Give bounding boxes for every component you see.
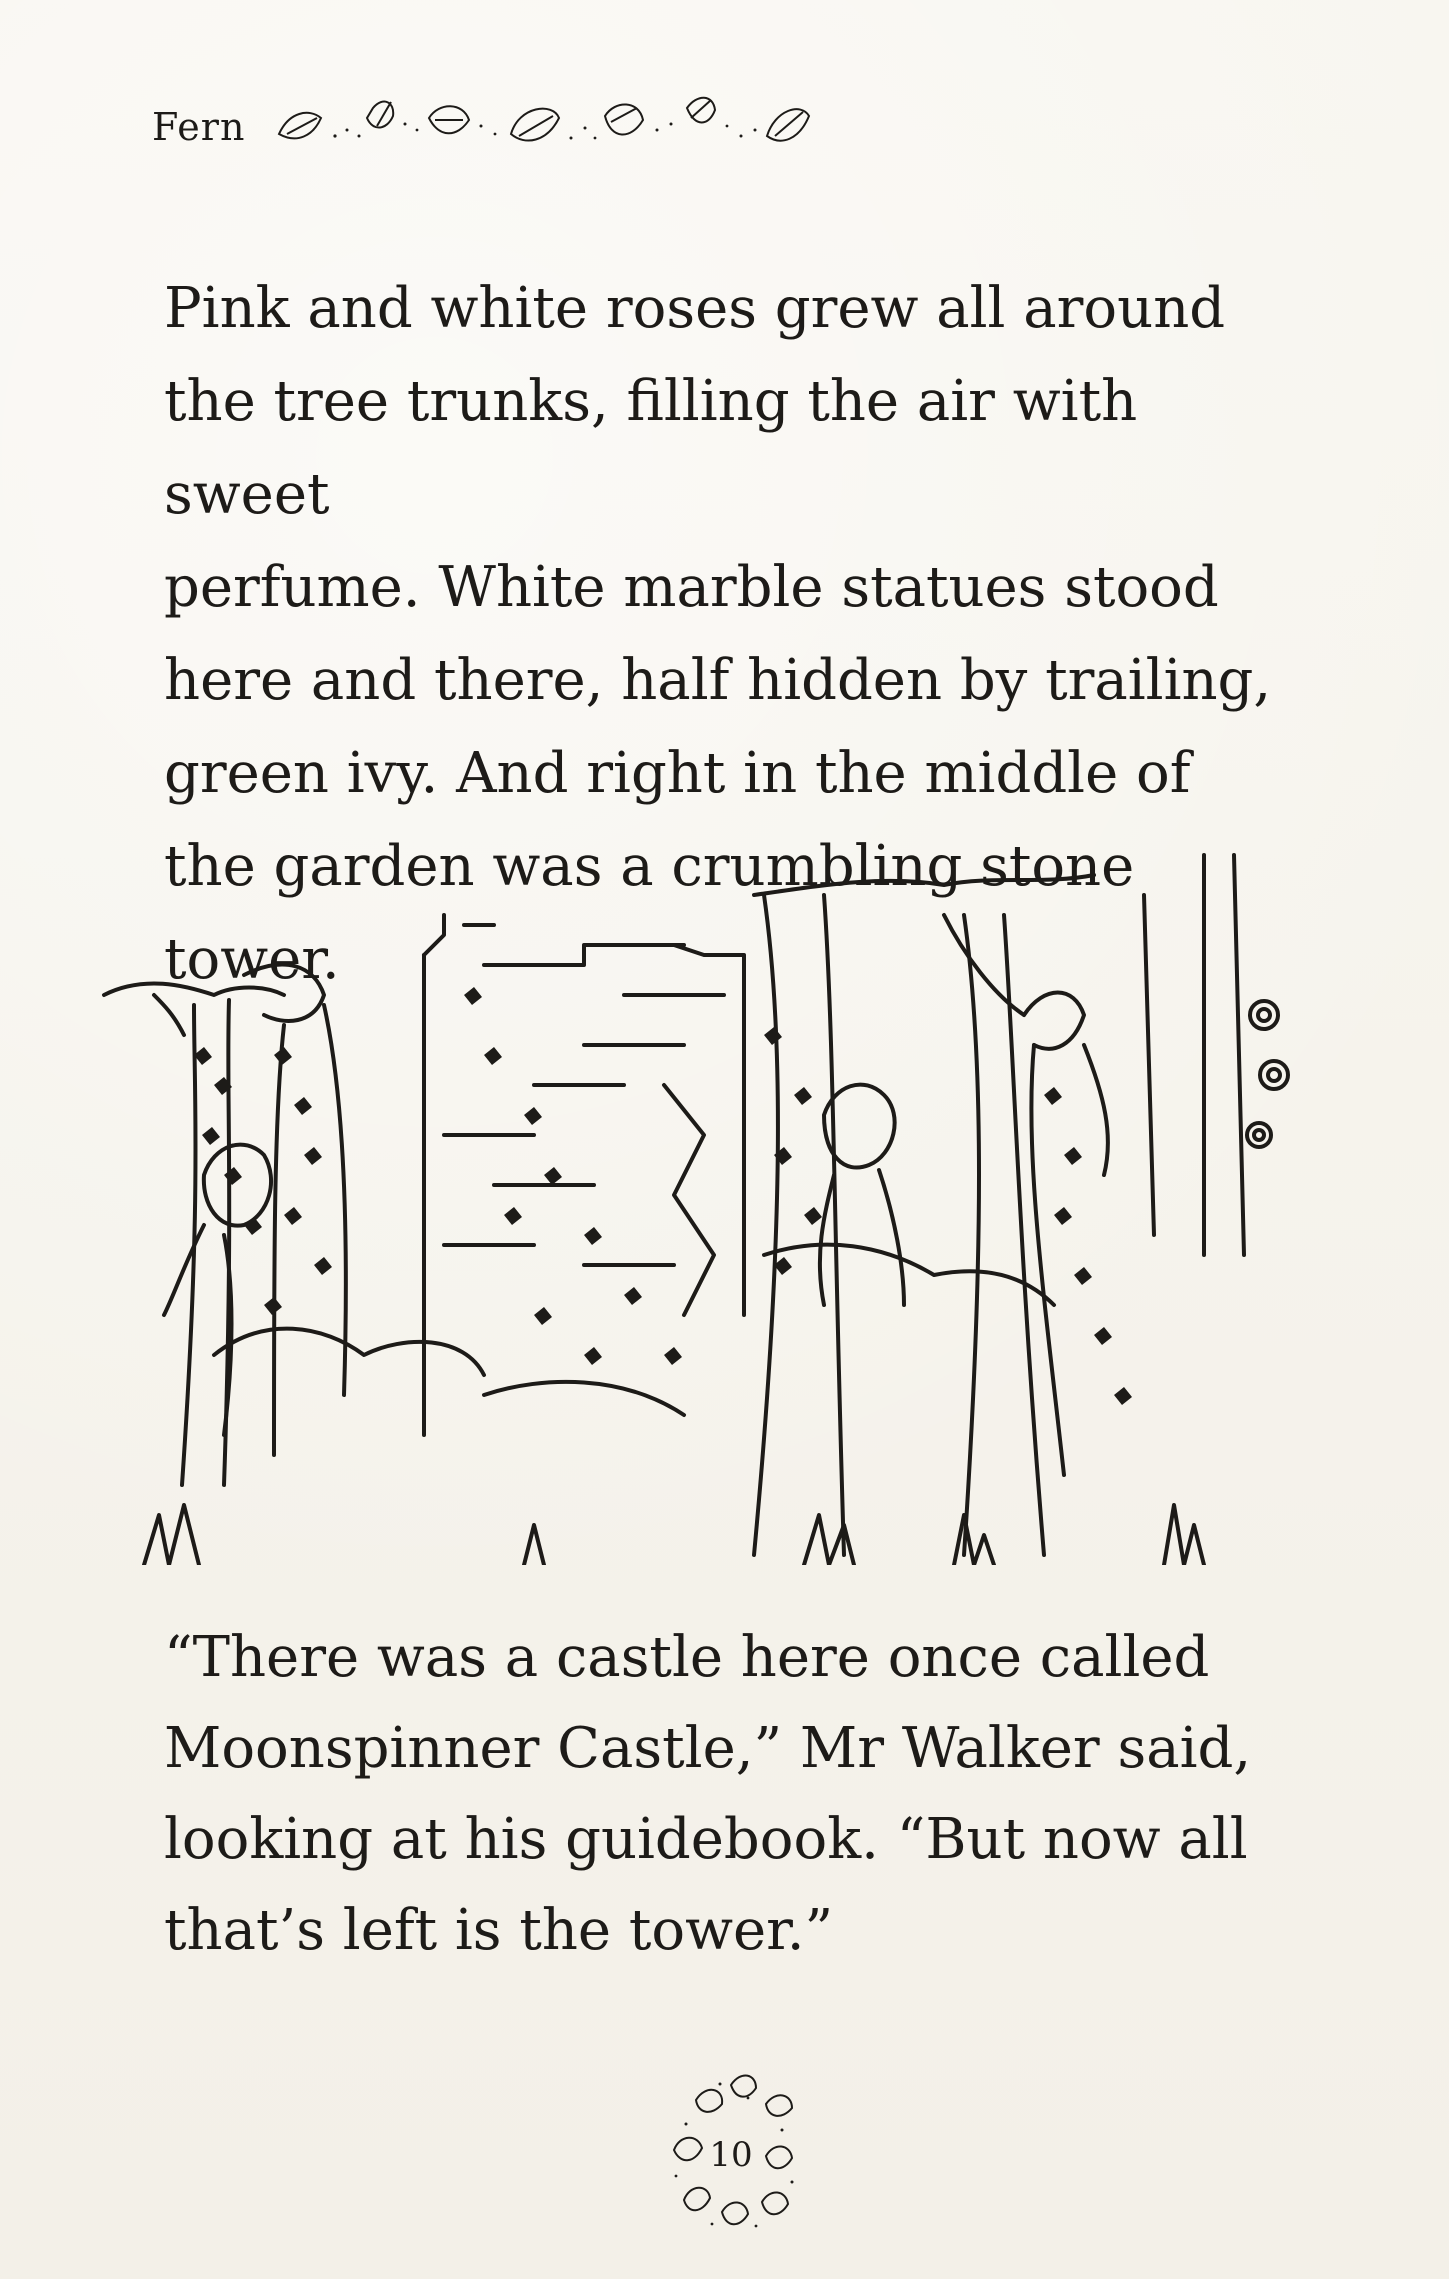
chapter-title: Fern [152,104,246,149]
leaf-chain-icon [269,78,829,163]
running-head [152,78,882,163]
page-number-block [636,2060,826,2250]
body-paragraph-1: Pink and white roses grew all around the tree trunks, filling the air with sweet perfume. White marble statues stood here and there, half hidden by trailing, green ivy. And right in the middle of the garden was a crumbling stone tower. [164,276,1272,992]
garden-tower-illustration [64,835,1364,1565]
body-paragraph-2: “There was a castle here once called Moonspinner Castle,” Mr Walker said, looking at his guidebook. “But now all that’s left is the tower.” [164,1625,1252,1963]
page-number: 10 [709,2135,753,2175]
